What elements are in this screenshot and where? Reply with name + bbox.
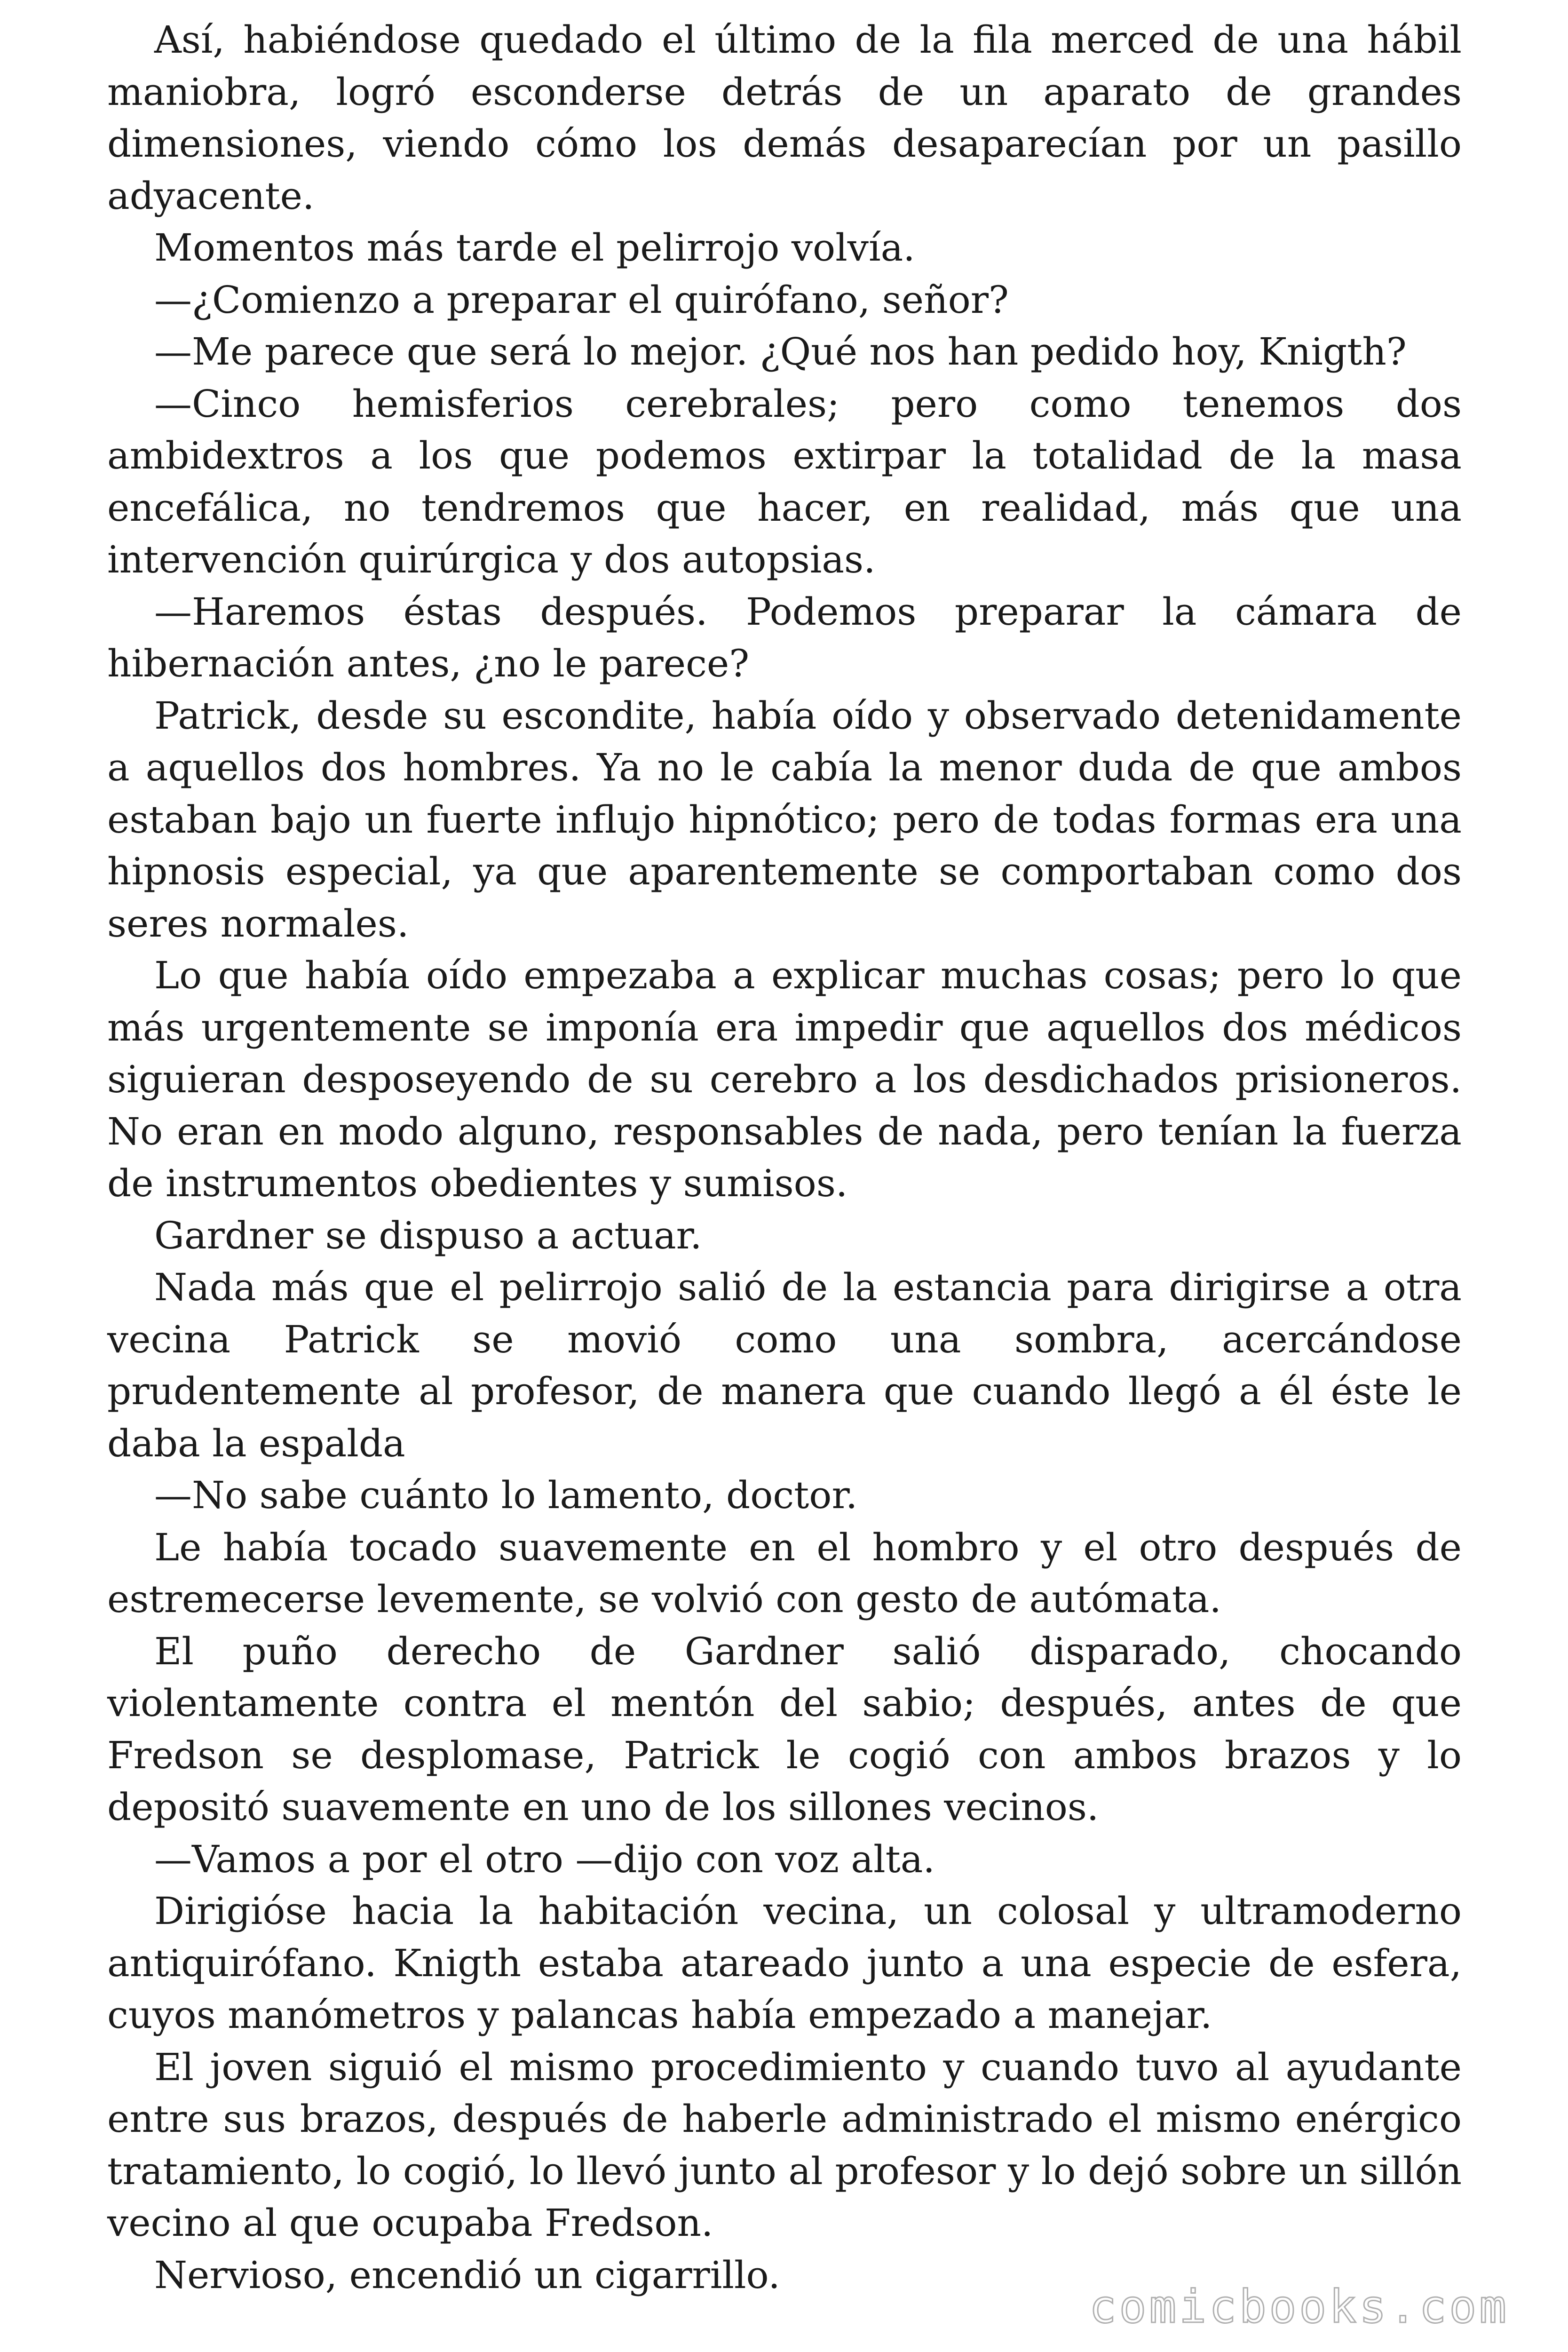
paragraph: Dirigióse hacia la habitación vecina, un colosal y ultramoderno antiquirófano. Knigth estaba atareado junto a una especie de esfera, cuyos manómetros y palancas había empezado a manejar.	[107, 1889, 1462, 2037]
paragraph: Nervioso, encendió un cigarrillo.	[154, 2253, 780, 2297]
paragraph: —¿Comienzo a preparar el quirófano, señor?	[154, 278, 1009, 322]
body-text	[107, 14, 1462, 2301]
paragraph: El puño derecho de Gardner salió disparado, chocando violentamente contra el mentón del sabio; después, antes de que Fredson se desplomase, Patrick le cogió con ambos brazos y lo depositó suavemente en uno de los sillones vecinos.	[107, 1629, 1462, 1829]
paragraph: Momentos más tarde el pelirrojo volvía.	[154, 226, 915, 270]
paragraph: —No sabe cuánto lo lamento, doctor.	[154, 1473, 858, 1517]
paragraph: Patrick, desde su escondite, había oído y observado detenidamente a aquellos dos hombres. Ya no le cabía la menor duda de que ambos estaban bajo un fuerte influjo hipnótico; pero de todas formas era una hipnosis especial, ya que aparentemente se comportaban como dos seres normales.	[107, 693, 1462, 946]
paragraph: El joven siguió el mismo procedimiento y cuando tuvo al ayudante entre sus brazos, después de haberle administrado el mismo enérgico tratamiento, lo cogió, lo llevó junto al profesor y lo dejó sobre un sillón vecino al que ocupaba Fredson.	[107, 2045, 1462, 2245]
paragraph: —Me parece que será lo mejor. ¿Qué nos han pedido hoy, Knigth?	[154, 330, 1407, 373]
paragraph: Así, habiéndose quedado el último de la fila merced de una hábil maniobra, logró esconderse detrás de un aparato de grandes dimensiones, viendo cómo los demás desaparecían por un pasillo adyacente.	[107, 18, 1462, 218]
paragraph: —Cinco hemisferios cerebrales; pero como tenemos dos ambidextros a los que podemos extirpar la totalidad de la masa encefálica, no tendremos que hacer, en realidad, más que una intervención quirúrgica y dos autopsias.	[107, 381, 1462, 581]
paragraph: —Haremos éstas después. Podemos preparar la cámara de hibernación antes, ¿no le parece?	[107, 589, 1462, 685]
paragraph: Le había tocado suavemente en el hombro y el otro después de estremecerse levemente, se volvió con gesto de autómata.	[107, 1525, 1462, 1621]
watermark: comicbooks.com	[1089, 2280, 1509, 2333]
paragraph: Nada más que el pelirrojo salió de la estancia para dirigirse a otra vecina Patrick se movió como una sombra, acercándose prudentemente al profesor, de manera que cuando llegó a él éste le daba la espalda	[107, 1265, 1462, 1465]
paragraph: —Vamos a por el otro —dijo con voz alta.	[154, 1837, 935, 1881]
paragraph: Lo que había oído empezaba a explicar muchas cosas; pero lo que más urgentemente se imponía era impedir que aquellos dos médicos siguieran desposeyendo de su cerebro a los desdichados prisioneros. No eran en modo alguno, responsables de nada, pero tenían la fuerza de instrumentos obedientes y sumisos.	[107, 954, 1462, 1205]
paragraph: Gardner se dispuso a actuar.	[154, 1213, 702, 1257]
